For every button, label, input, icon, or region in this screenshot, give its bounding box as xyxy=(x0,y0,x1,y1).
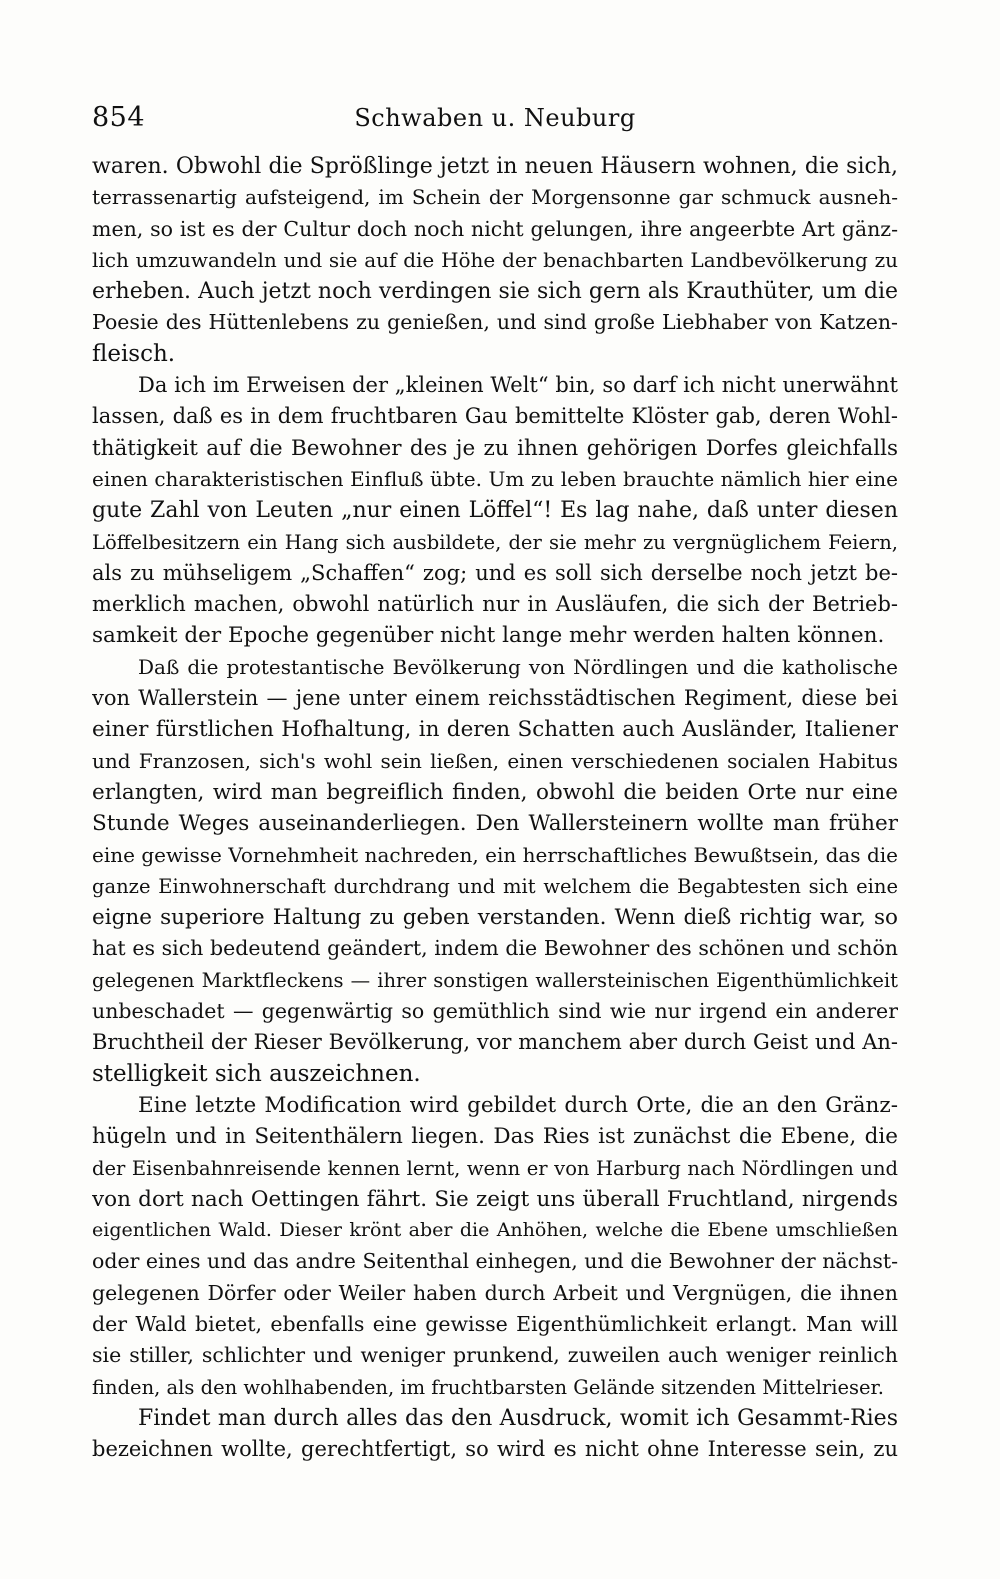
text-line: erheben. Auch jetzt noch verdingen sie sich gern als Krauthüter, um die xyxy=(92,279,898,305)
text-line: eine gewisse Vornehmheit nachreden, ein herrschaftliches Bewußtsein, das die xyxy=(92,842,898,867)
text-line: terrassenartig aufsteigend, im Schein der Morgensonne gar schmuck ausneh- xyxy=(92,185,898,210)
text-line: der Wald bietet, ebenfalls eine gewisse Eigenthümlichkeit erlangt. Man will xyxy=(92,1311,898,1336)
text-line: fleisch. xyxy=(92,340,176,367)
text-line: lich umzuwandeln und sie auf die Höhe der benachbarten Landbevölkerung zu xyxy=(92,247,898,272)
text-line: gelegenen Dörfer oder Weiler haben durch Arbeit und Vergnügen, die ihnen xyxy=(92,1280,898,1305)
text-line: stelligkeit sich auszeichnen. xyxy=(92,1060,421,1087)
text-line: eigentlichen Wald. Dieser krönt aber die Anhöhen, welche die Ebene umschließen xyxy=(92,1219,898,1242)
text-line: erlangten, wird man begreiflich finden, obwohl die beiden Orte nur eine xyxy=(92,779,898,805)
text-line: Stunde Weges auseinanderliegen. Den Wallersteinern wollte man früher xyxy=(92,811,898,837)
text-line: merklich machen, obwohl natürlich nur in Ausläufen, die sich der Betrieb- xyxy=(92,592,898,617)
text-line: lassen, daß es in dem fruchtbaren Gau bemittelte Klöster gab, deren Wohl- xyxy=(92,404,898,429)
text-line: men, so ist es der Cultur doch noch nicht gelungen, ihre angeerbte Art gänz- xyxy=(92,216,898,241)
text-line: Bruchtheil der Rieser Bevölkerung, vor manchem aber durch Geist und An- xyxy=(92,1030,898,1055)
text-line: als zu mühseligem „Schaffen“ zog; und es soll sich derselbe noch jetzt be- xyxy=(92,560,898,585)
text-line: gelegenen Marktfleckens — ihrer sonstigen wallersteinischen Eigenthümlichkeit xyxy=(92,968,898,992)
text-line: Löffelbesitzern ein Hang sich ausbildete, der sie mehr zu vergnüglichem Feiern, xyxy=(92,530,898,554)
text-line: hat es sich bedeutend geändert, indem die Bewohner des schönen und schön xyxy=(92,936,898,961)
text-line: waren. Obwohl die Sprößlinge jetzt in neuen Häusern wohnen, die sich, xyxy=(92,154,898,179)
text-line: hügeln und in Seitenthälern liegen. Das Ries ist zunächst die Ebene, die xyxy=(92,1124,898,1150)
text-line: Da ich im Erweisen der „kleinen Welt“ bin, so darf ich nicht unerwähnt xyxy=(138,373,898,398)
text-line: bezeichnen wollte, gerechtfertigt, so wird es nicht ohne Interesse sein, zu xyxy=(92,1437,898,1462)
text-line: samkeit der Epoche gegenüber nicht lange mehr werden halten können. xyxy=(92,623,885,649)
text-line: unbeschadet — gegenwärtig so gemüthlich sind wie nur irgend ein anderer xyxy=(92,999,898,1024)
running-head: Schwaben u. Neuburg xyxy=(354,104,636,132)
text-line: einen charakteristischen Einfluß übte. Um zu leben brauchte nämlich hier eine xyxy=(92,466,898,491)
text-line: der Eisenbahnreisende kennen lernt, wenn er von Harburg nach Nördlingen und xyxy=(92,1156,898,1180)
text-line: von Wallerstein — jene unter einem reichsstädtischen Regiment, diese bei xyxy=(92,686,898,711)
body-text xyxy=(92,151,898,1465)
page-header xyxy=(92,102,898,142)
text-line: thätigkeit auf die Bewohner des je zu ihnen gehörigen Dorfes gleichfalls xyxy=(92,435,898,461)
text-line: von dort nach Oettingen fährt. Sie zeigt uns überall Fruchtland, nirgends xyxy=(92,1186,898,1212)
text-line: Daß die protestantische Bevölkerung von Nördlingen und die katholische xyxy=(138,654,898,679)
text-line: und Franzosen, sich's wohl sein ließen, einen verschiedenen socialen Habitus xyxy=(92,748,898,773)
text-line: gute Zahl von Leuten „nur einen Löffel“! Es lag nahe, daß unter diesen xyxy=(92,498,898,524)
text-line: Findet man durch alles das den Ausdruck, womit ich Gesammt-Ries xyxy=(138,1405,898,1431)
text-line: eigne superiore Haltung zu geben verstanden. Wenn dieß richtig war, so xyxy=(92,905,898,931)
text-line: sie stiller, schlichter und weniger prunkend, zuweilen auch weniger reinlich xyxy=(92,1343,898,1368)
text-line: Eine letzte Modification wird gebildet durch Orte, die an den Gränz- xyxy=(138,1092,898,1118)
text-line: finden, als den wohlhabenden, im fruchtbarsten Gelände sitzenden Mittelrieser. xyxy=(92,1375,884,1399)
text-line: Poesie des Hüttenlebens zu genießen, und sind große Liebhaber von Katzen- xyxy=(92,310,898,335)
text-line: einer fürstlichen Hofhaltung, in deren Schatten auch Ausländer, Italiener xyxy=(92,717,898,743)
text-line: ganze Einwohnerschaft durchdrang und mit welchem die Begabtesten sich eine xyxy=(92,874,898,898)
text-line: oder eines und das andre Seitenthal einhegen, und die Bewohner der nächst- xyxy=(92,1249,898,1274)
page-number: 854 xyxy=(92,102,146,133)
